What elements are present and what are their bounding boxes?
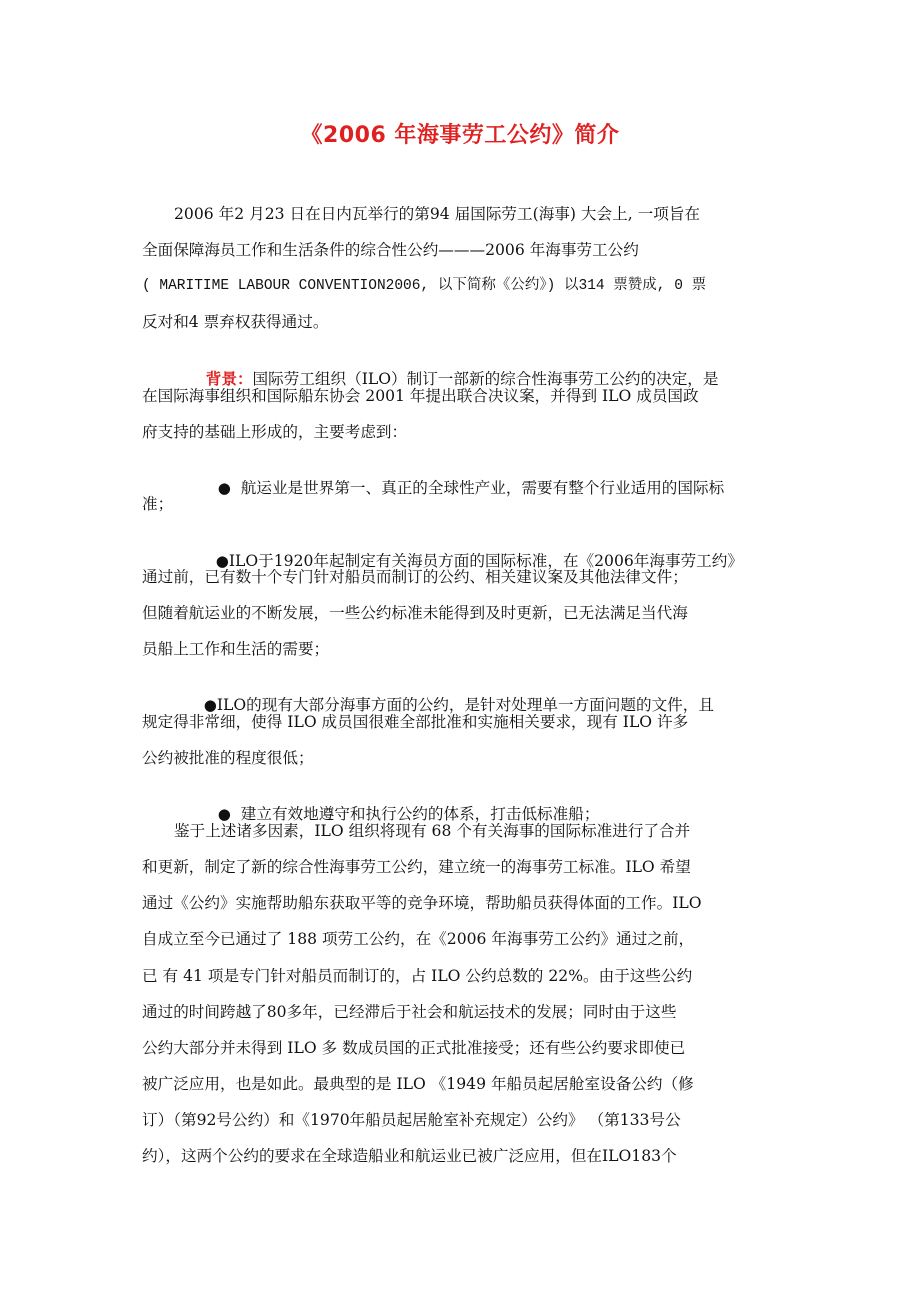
background-line: 在国际海事组织和国际船东协会 2001 年提出联合决议案，并得到 ILO 成员国政 — [142, 387, 699, 405]
conclusion-line: 被广泛应用，也是如此。最典型的是 ILO 《1949 年船员起居舱室设备公约（修 — [142, 1075, 694, 1093]
intro-line: ( MARITIME LABOUR CONVENTION2006, 以下简称《公约》) 以314 票赞成, 0 票 — [142, 278, 707, 294]
bullet-text: 航运业是世界第一、真正的全球性产业，需要有整个行业适用的国际标 — [240, 479, 725, 497]
bullet-dot-icon: ● — [215, 552, 229, 570]
bullet-dot-icon: ● — [217, 479, 231, 497]
document-title: 《2006 年海事劳工公约》简介 — [300, 123, 620, 148]
conclusion-line: 和更新，制定了新的综合性海事劳工公约，建立统一的海事劳工标准。ILO 希望 — [142, 858, 691, 876]
background-label: 背景： — [205, 369, 253, 388]
bullet-text: 建立有效地遵守和执行公约的体系，打击低标准船； — [240, 805, 600, 823]
bullet-text: ILO于1920年起制定有关海员方面的国际标准，在《2006年海事劳工约》 — [228, 552, 743, 570]
conclusion-line: 公约大部分并未得到 ILO 多 数成员国的正式批准接受；还有些公约要求即使已 — [142, 1039, 686, 1057]
conclusion-line: 订）（第92号公约）和《1970年船员起居舱室补充规定）公约》 （第133号公 — [142, 1111, 681, 1129]
bullet-line: 公约被批准的程度很低； — [142, 749, 314, 767]
conclusion-line: 自成立至今已通过了 188 项劳工公约，在《2006 年海事劳工公约》通过之前， — [142, 930, 695, 948]
background-text: 国际劳工组织（ILO）制订一部新的综合性海事劳工公约的决定，是 — [252, 370, 719, 388]
intro-line: 全面保障海员工作和生活条件的综合性公约———2006 年海事劳工公约 — [142, 241, 639, 259]
conclusion-line: 通过的时间跨越了80多年，已经滞后于社会和航运技术的发展；同时由于这些 — [142, 1003, 677, 1021]
bullet-line: 规定得非常细，使得 ILO 成员国很难全部批准和实施相关要求，现有 ILO 许多 — [142, 713, 689, 731]
conclusion-line: 约），这两个公约的要求在全球造船业和航运业已被广泛应用，但在ILO183个 — [142, 1147, 677, 1165]
intro-line: 反对和4 票弃权获得通过。 — [142, 313, 329, 331]
conclusion-line: 已 有 41 项是专门针对船员而制订的，占 ILO 公约总数的 22%。由于这些公约 — [142, 967, 693, 985]
conclusion-line: 鉴于上述诸多因素，ILO 组织将现有 68 个有关海事的国际标准进行了合并 — [174, 822, 691, 840]
bullet-line: 员船上工作和生活的需要； — [142, 640, 330, 658]
intro-line: 2006 年2 月23 日在日内瓦举行的第94 届国际劳工(海事) 大会上, 一项旨在 — [174, 205, 701, 223]
bullet-line: 通过前，已有数十个专门针对船员而制订的公约、相关建议案及其他法律文件； — [142, 568, 688, 586]
bullet-text: ILO的现有大部分海事方面的公约，是针对处理单一方面问题的文件，且 — [216, 696, 714, 714]
bullet-line: 但随着航运业的不断发展，一些公约标准未能得到及时更新，已无法满足当代海 — [142, 604, 688, 622]
conclusion-line: 通过《公约》实施帮助船东获取平等的竞争环境，帮助船员获得体面的工作。ILO — [142, 894, 702, 912]
bullet-dot-icon: ● — [203, 696, 217, 714]
background-line: 府支持的基础上形成的，主要考虑到： — [142, 423, 408, 441]
bullet-line: 准； — [142, 495, 174, 513]
bullet-dot-icon: ● — [217, 805, 231, 823]
